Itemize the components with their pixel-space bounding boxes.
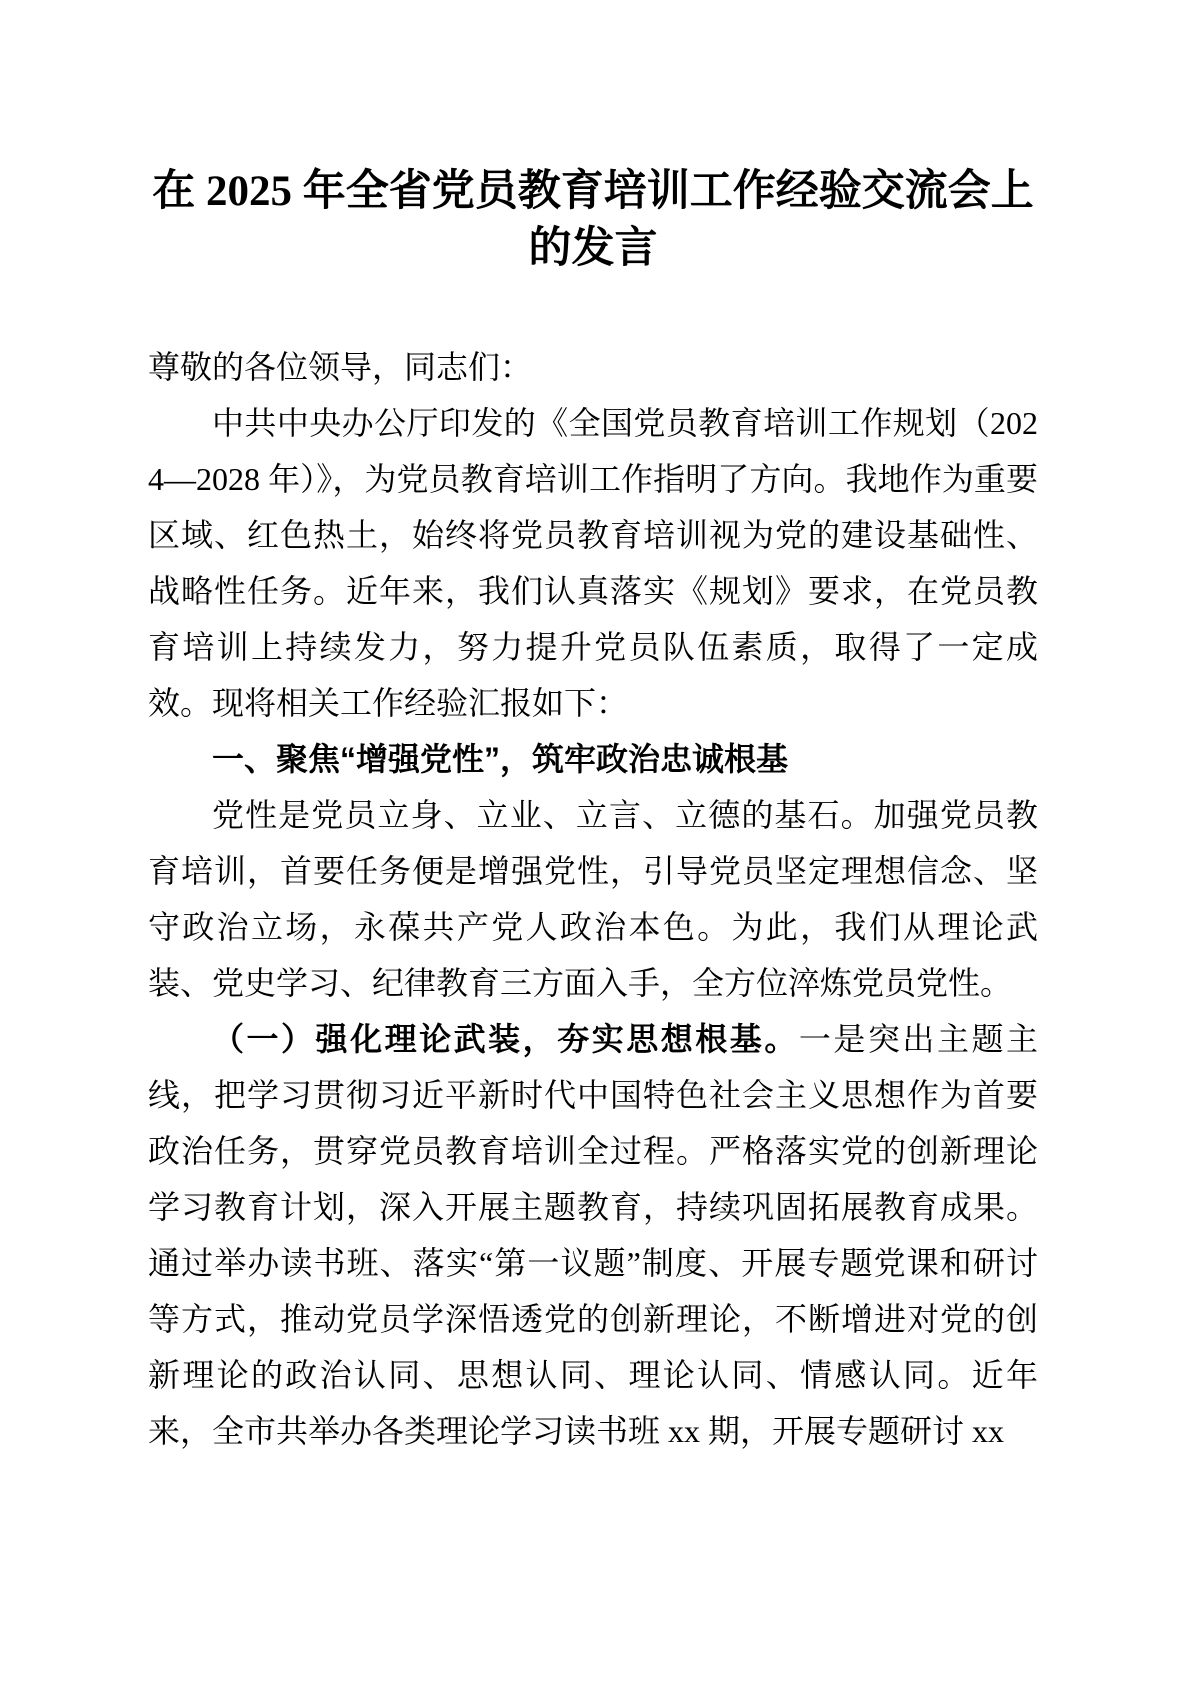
paragraph	[148, 1011, 1038, 1459]
document-title: 在 2025 年全省党员教育培训工作经验交流会上的发言	[152, 168, 1034, 272]
paragraph: 党性是党员立身、立业、立言、立德的基石。加强党员教育培训，首要任务便是增强党性，引导党员坚定理想信念、坚守政治立场，永葆共产党人政治本色。为此，我们从理论武装、党史学习、纪律教育三方面入手，全方位淬炼党员党性。	[148, 797, 1038, 1001]
salutation: 尊敬的各位领导，同志们：	[148, 349, 533, 385]
paragraph: 中共中央办公厅印发的《全国党员教育培训工作规划（2024—2028 年）》，为党员教育培训工作指明了方向。我地作为重要区域、红色热土，始终将党员教育培训视为党的建设基础性、战略性任务。近年来，我们认真落实《规划》要求，在党员教育培训上持续发力，努力提升党员队伍素质，取得了一定成效。现将相关工作经验汇报如下：	[148, 405, 1038, 721]
section-heading: 一、聚焦“增强党性”，筑牢政治忠诚根基	[212, 741, 789, 777]
paragraph-text: 一是突出主题主线，把学习贯彻习近平新时代中国特色社会主义思想作为首要政治任务，贯穿党员教育培训全过程。严格落实党的创新理论学习教育计划，深入开展主题教育，持续巩固拓展教育成果。通过举办读书班、落实“第一议题”制度、开展专题党课和研讨等方式，推动党员学深悟透党的创新理论，不断增进对党的创新理论的政治认同、思想认同、理论认同、情感认同。近年来，全市共举办各类理论学习读书班 xx 期，开展专题研讨 xx	[148, 1021, 1038, 1449]
subsection-lead: （一）强化理论武装，夯实思想根基。	[212, 1021, 799, 1057]
document-body	[148, 339, 1038, 1459]
